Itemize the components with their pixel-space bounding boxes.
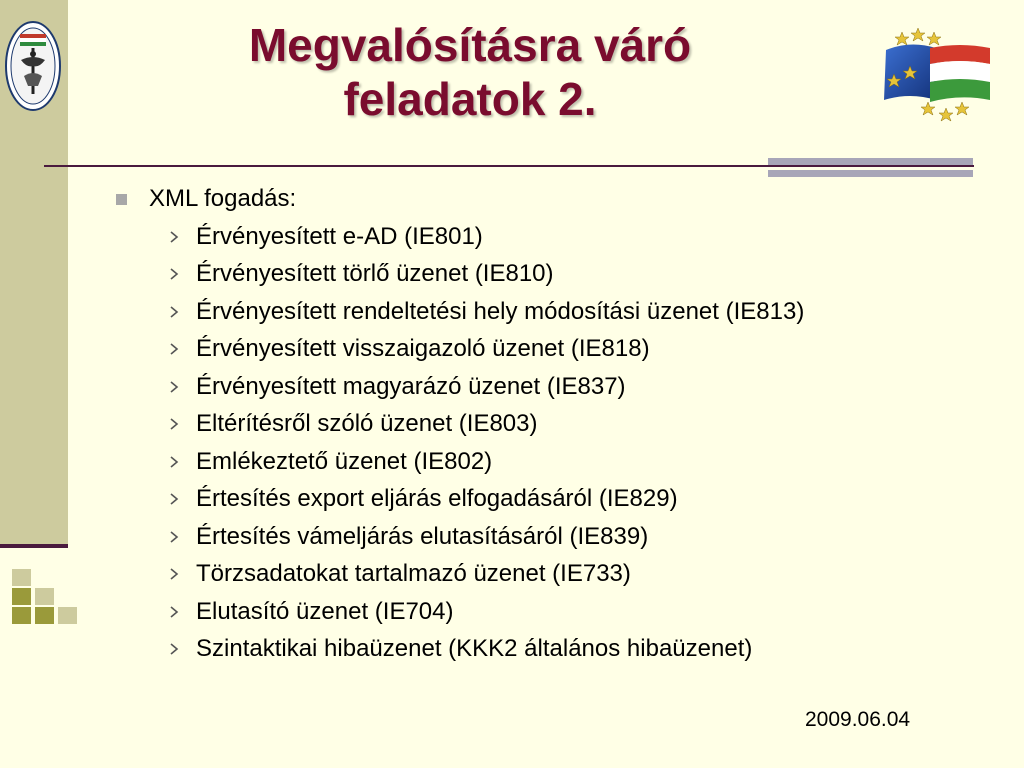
page-title	[170, 18, 770, 126]
deco-square	[12, 569, 31, 586]
deco-square	[12, 607, 31, 624]
sub-bullet-item	[164, 218, 992, 256]
sub-bullet-item	[164, 481, 992, 519]
title-line-1: Megvalósításra váró	[248, 19, 692, 71]
sub-bullet-item	[164, 556, 992, 594]
sub-bullet-item	[164, 293, 992, 331]
sub-bullet-label: Értesítés vámeljárás elutasításáról (IE839)	[196, 522, 649, 550]
sub-bullet-label: Érvényesített visszaigazoló üzenet (IE818)	[196, 335, 650, 363]
arrow-bullet-icon	[164, 564, 184, 584]
sub-bullet-item	[164, 331, 992, 369]
deco-square	[58, 607, 77, 624]
sub-bullet-label: Érvényesített törlő üzenet (IE810)	[196, 260, 554, 288]
sub-bullet-label: Érvényesített e-AD (IE801)	[196, 222, 483, 250]
arrow-bullet-icon	[164, 527, 184, 547]
deco-square	[12, 588, 31, 605]
sub-bullet-label: Elutasító üzenet (IE704)	[196, 597, 454, 625]
sub-bullet-item	[164, 631, 992, 669]
customs-logo-icon	[4, 20, 62, 112]
arrow-bullet-icon	[164, 302, 184, 322]
arrow-bullet-icon	[164, 339, 184, 359]
arrow-bullet-icon	[164, 639, 184, 659]
sub-bullet-label: Érvényesített magyarázó üzenet (IE837)	[196, 372, 626, 400]
sub-bullet-label: Emlékeztető üzenet (IE802)	[196, 447, 493, 475]
sub-bullet-label: Értesítés export eljárás elfogadásáról (IE829)	[196, 485, 678, 513]
arrow-bullet-icon	[164, 452, 184, 472]
arrow-bullet-icon	[164, 377, 184, 397]
arrow-bullet-icon	[164, 414, 184, 434]
sub-bullet-item	[164, 443, 992, 481]
sub-bullet-item	[164, 368, 992, 406]
sub-bullet-label: Törzsadatokat tartalmazó üzenet (IE733)	[196, 560, 631, 588]
sub-bullet-list	[112, 218, 992, 668]
title-line-2: feladatok 2.	[343, 73, 597, 125]
title-separator-line	[44, 165, 974, 167]
deco-square	[35, 588, 54, 605]
arrow-bullet-icon	[164, 602, 184, 622]
deco-bar-bottom	[768, 170, 973, 177]
sidebar-divider-line	[0, 544, 68, 548]
deco-bar-top	[768, 158, 973, 165]
sub-bullet-item	[164, 518, 992, 556]
eu-hungary-flag-icon	[880, 22, 1000, 130]
arrow-bullet-icon	[164, 264, 184, 284]
sub-bullet-label: Eltérítésről szóló üzenet (IE803)	[196, 410, 538, 438]
sub-bullet-item	[164, 256, 992, 294]
sub-bullet-label: Szintaktikai hibaüzenet (KKK2 általános hibaüzenet)	[196, 635, 753, 663]
sub-bullet-label: Érvényesített rendeltetési hely módosítási üzenet (IE813)	[196, 297, 805, 325]
deco-square	[35, 607, 54, 624]
sub-bullet-item	[164, 593, 992, 631]
arrow-bullet-icon	[164, 489, 184, 509]
main-bullet-label: XML fogadás:	[149, 185, 297, 212]
arrow-bullet-icon	[164, 227, 184, 247]
footer-date: 2009.06.04	[805, 708, 911, 731]
sub-bullet-item	[164, 406, 992, 444]
main-bullet-item	[112, 180, 992, 218]
square-bullet-icon	[116, 194, 127, 205]
bullet-list	[112, 180, 992, 668]
customs-authority-logo	[4, 20, 62, 112]
